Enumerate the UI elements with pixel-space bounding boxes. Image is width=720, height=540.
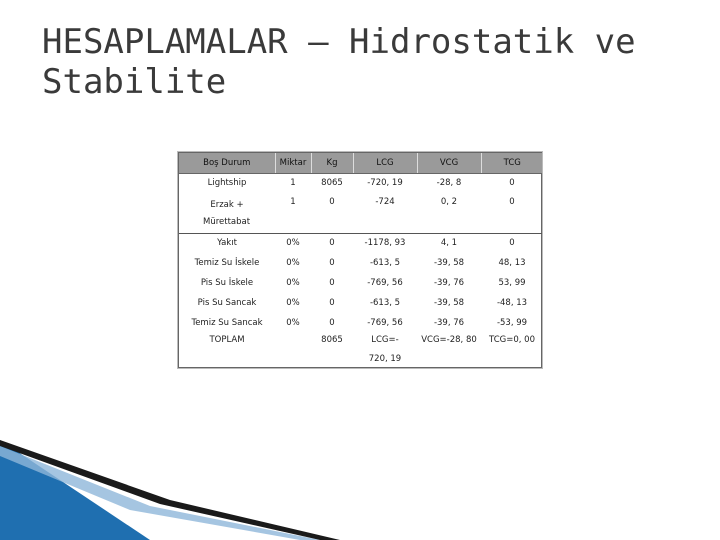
- cell-label: Temiz Su Sancak: [191, 318, 263, 328]
- cell-miktar: 0%: [286, 238, 300, 249]
- cell-lcg: -769, 56: [367, 318, 403, 328]
- cell-lcg: -720, 19: [367, 178, 403, 189]
- cell-vcg: -39, 76: [433, 278, 465, 288]
- header-lcg: LCG: [353, 153, 417, 173]
- table-row: [179, 193, 543, 233]
- total-lcg: [353, 333, 417, 367]
- cell-kg: 0: [329, 238, 335, 249]
- cell-tcg: 0: [509, 178, 515, 189]
- table-row: [179, 253, 543, 273]
- cell-kg: 0: [329, 278, 335, 288]
- table-row: [179, 293, 543, 313]
- cell-lcg: -613, 5: [369, 258, 401, 268]
- cell-kg: 0: [329, 298, 335, 308]
- table-row: [179, 313, 543, 333]
- header-tcg: TCG: [481, 153, 543, 173]
- cell-label-line1: Erzak +: [210, 200, 244, 211]
- total-kg: 8065: [321, 335, 343, 345]
- cell-vcg: -39, 58: [433, 298, 465, 308]
- cell-kg: 0: [329, 258, 335, 268]
- cell-lcg: -769, 56: [367, 278, 403, 288]
- total-vcg: VCG=-28, 80: [421, 335, 477, 345]
- cell-vcg: 0, 2: [417, 193, 481, 233]
- table-row: [179, 233, 543, 253]
- cell-tcg: -48, 13: [496, 298, 528, 308]
- header-bos-durum: Boş Durum: [179, 153, 275, 173]
- cell-vcg: -28, 8: [436, 178, 462, 189]
- cell-tcg: 0: [509, 238, 515, 249]
- cell-vcg: -39, 58: [433, 258, 465, 268]
- cell-tcg: -53, 99: [496, 318, 528, 328]
- total-tcg: TCG=0, 00: [489, 335, 535, 345]
- stability-table: [179, 153, 543, 367]
- total-label: TOPLAM: [209, 335, 245, 345]
- cell-kg: 0: [311, 193, 353, 233]
- cell-miktar: 1: [275, 193, 311, 233]
- cell-tcg: 0: [481, 193, 543, 233]
- cell-miktar: 0%: [286, 298, 300, 308]
- cell-label: Pis Su Sancak: [197, 298, 257, 308]
- header-kg: Kg: [311, 153, 353, 173]
- cell-miktar: 0%: [286, 278, 300, 288]
- cell-label: Yakıt: [217, 238, 237, 249]
- cell-tcg: 53, 99: [498, 278, 526, 288]
- cell-kg: 0: [329, 318, 335, 328]
- table-header-row: [179, 153, 543, 173]
- decorative-swoosh: [0, 440, 720, 540]
- table-row: [179, 273, 543, 293]
- page-title: HESAPLAMALAR – Hidrostatik ve Stabilite: [42, 22, 636, 102]
- table-row: [179, 173, 543, 193]
- cell-miktar: 1: [290, 178, 296, 189]
- cell-vcg: 4, 1: [440, 238, 458, 249]
- cell-label: Lightship: [207, 178, 247, 189]
- cell-lcg: -1178, 93: [364, 238, 406, 249]
- cell-lcg: -724: [353, 193, 417, 233]
- header-miktar: Miktar: [275, 153, 311, 173]
- cell-label: [179, 193, 275, 233]
- cell-label-line2: Mürettabat: [203, 217, 251, 228]
- total-lcg-line1: LCG=-: [371, 335, 399, 345]
- total-row: [179, 333, 543, 367]
- header-vcg: VCG: [417, 153, 481, 173]
- total-miktar: [275, 333, 311, 367]
- total-lcg-line2: 720, 19: [368, 354, 402, 364]
- cell-vcg: -39, 76: [433, 318, 465, 328]
- stability-table-container: [178, 152, 542, 368]
- cell-miktar: 0%: [286, 258, 300, 268]
- cell-lcg: -613, 5: [369, 298, 401, 308]
- cell-kg: 8065: [321, 178, 343, 189]
- cell-label: Pis Su İskele: [200, 278, 254, 288]
- cell-tcg: 48, 13: [498, 258, 526, 268]
- cell-label: Temiz Su İskele: [194, 258, 260, 268]
- cell-miktar: 0%: [286, 318, 300, 328]
